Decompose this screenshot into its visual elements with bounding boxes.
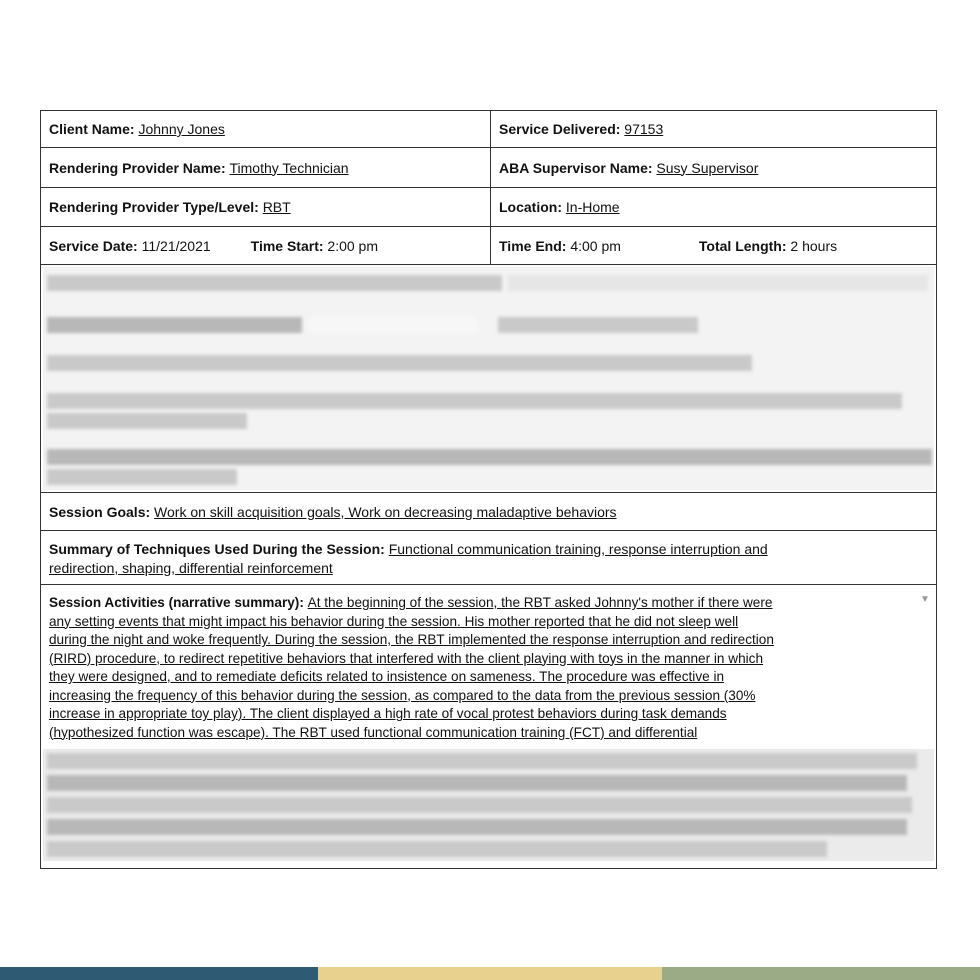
stripe-blue <box>0 967 318 980</box>
stripe-yellow <box>318 967 662 980</box>
supervisor-label: ABA Supervisor Name: <box>499 159 653 176</box>
client-name-value: Johnny Jones <box>138 121 225 137</box>
time-start-value: 2:00 pm <box>327 237 378 254</box>
provider-type-label: Rendering Provider Type/Level: <box>49 199 259 215</box>
time-start-label: Time Start: <box>250 237 324 254</box>
client-name-cell <box>41 111 491 147</box>
row-times <box>41 227 936 265</box>
time-end-label: Time End: <box>499 237 567 254</box>
techniques-cell <box>41 540 936 577</box>
activities-line-2: any setting events that might impact his behavior during the session. His mother reported that he did not sleep well <box>49 613 739 629</box>
activities-line-3: during the night and woke frequently. During the session, the RBT implemented the response interruption and redirection <box>49 632 774 647</box>
supervisor-cell <box>491 148 936 187</box>
techniques-line-1: Functional communication training, response interruption and <box>388 541 768 557</box>
service-delivered-label: Service Delivered: <box>499 121 621 137</box>
row-client <box>41 111 936 148</box>
scroll-arrow-icon[interactable]: ▼ <box>920 594 930 605</box>
redacted-activities <box>43 749 934 861</box>
row-techniques <box>41 531 936 585</box>
activities-line-6: increasing the frequency of this behavior during the session, as compared to the data from the previous session (30% <box>49 687 756 703</box>
location-cell <box>491 188 936 226</box>
total-length-label: Total Length: <box>698 237 787 254</box>
provider-name-value: Timothy Technician <box>229 159 349 176</box>
activities-line-8: (hypothesized function was escape). The RBT used functional communication training (FCT) and differential <box>49 724 698 740</box>
provider-type-cell <box>41 188 491 226</box>
location-label: Location: <box>499 199 562 215</box>
row-session-activities <box>41 585 936 869</box>
supervisor-value: Susy Supervisor <box>656 159 759 176</box>
location-value: In-Home <box>565 199 620 215</box>
provider-type-value: RBT <box>262 199 291 215</box>
service-delivered-cell <box>491 111 936 147</box>
stripe-green <box>662 967 980 980</box>
client-name-label: Client Name: <box>49 121 135 137</box>
activities-line-5: they were designed, and to remediate deficits related to insistence on sameness. The procedure was effective in <box>49 669 725 684</box>
activities-line-7: increase in appropriate toy play). The client displayed a high rate of vocal protest behaviors during task demands <box>49 706 727 721</box>
row-provider <box>41 148 936 188</box>
end-length-cell <box>491 227 936 264</box>
session-note-form <box>40 110 937 869</box>
date-time-cell <box>41 227 491 264</box>
activities-line-1: At the beginning of the session, the RBT asked Johnny's mother if there were <box>307 595 773 610</box>
activities-line-4: (RIRD) procedure, to redirect repetitive behaviors that interfered with the client playing with toys in the manner in which <box>49 650 764 666</box>
activities-label: Session Activities (narrative summary): <box>49 595 304 610</box>
session-goals-value: Work on skill acquisition goals, Work on decreasing maladaptive behaviors <box>154 503 617 520</box>
service-date-label: Service Date: <box>49 237 138 254</box>
total-length-value: 2 hours <box>790 237 838 254</box>
row-type <box>41 188 936 227</box>
session-goals-label: Session Goals: <box>49 503 151 520</box>
session-activities-cell <box>41 594 936 742</box>
techniques-line-2: redirection, shaping, differential reinforcement <box>49 559 333 576</box>
service-delivered-value: 97153 <box>624 121 664 137</box>
service-date-value: 11/21/2021 <box>141 237 211 254</box>
time-end-value: 4:00 pm <box>570 237 621 254</box>
redacted-section <box>41 265 936 493</box>
row-session-goals <box>41 493 936 531</box>
session-goals-cell <box>41 493 936 530</box>
techniques-label: Summary of Techniques Used During the Session: <box>49 541 385 557</box>
provider-name-label: Rendering Provider Name: <box>49 159 226 176</box>
provider-name-cell <box>41 148 491 187</box>
redacted-content <box>43 267 934 490</box>
